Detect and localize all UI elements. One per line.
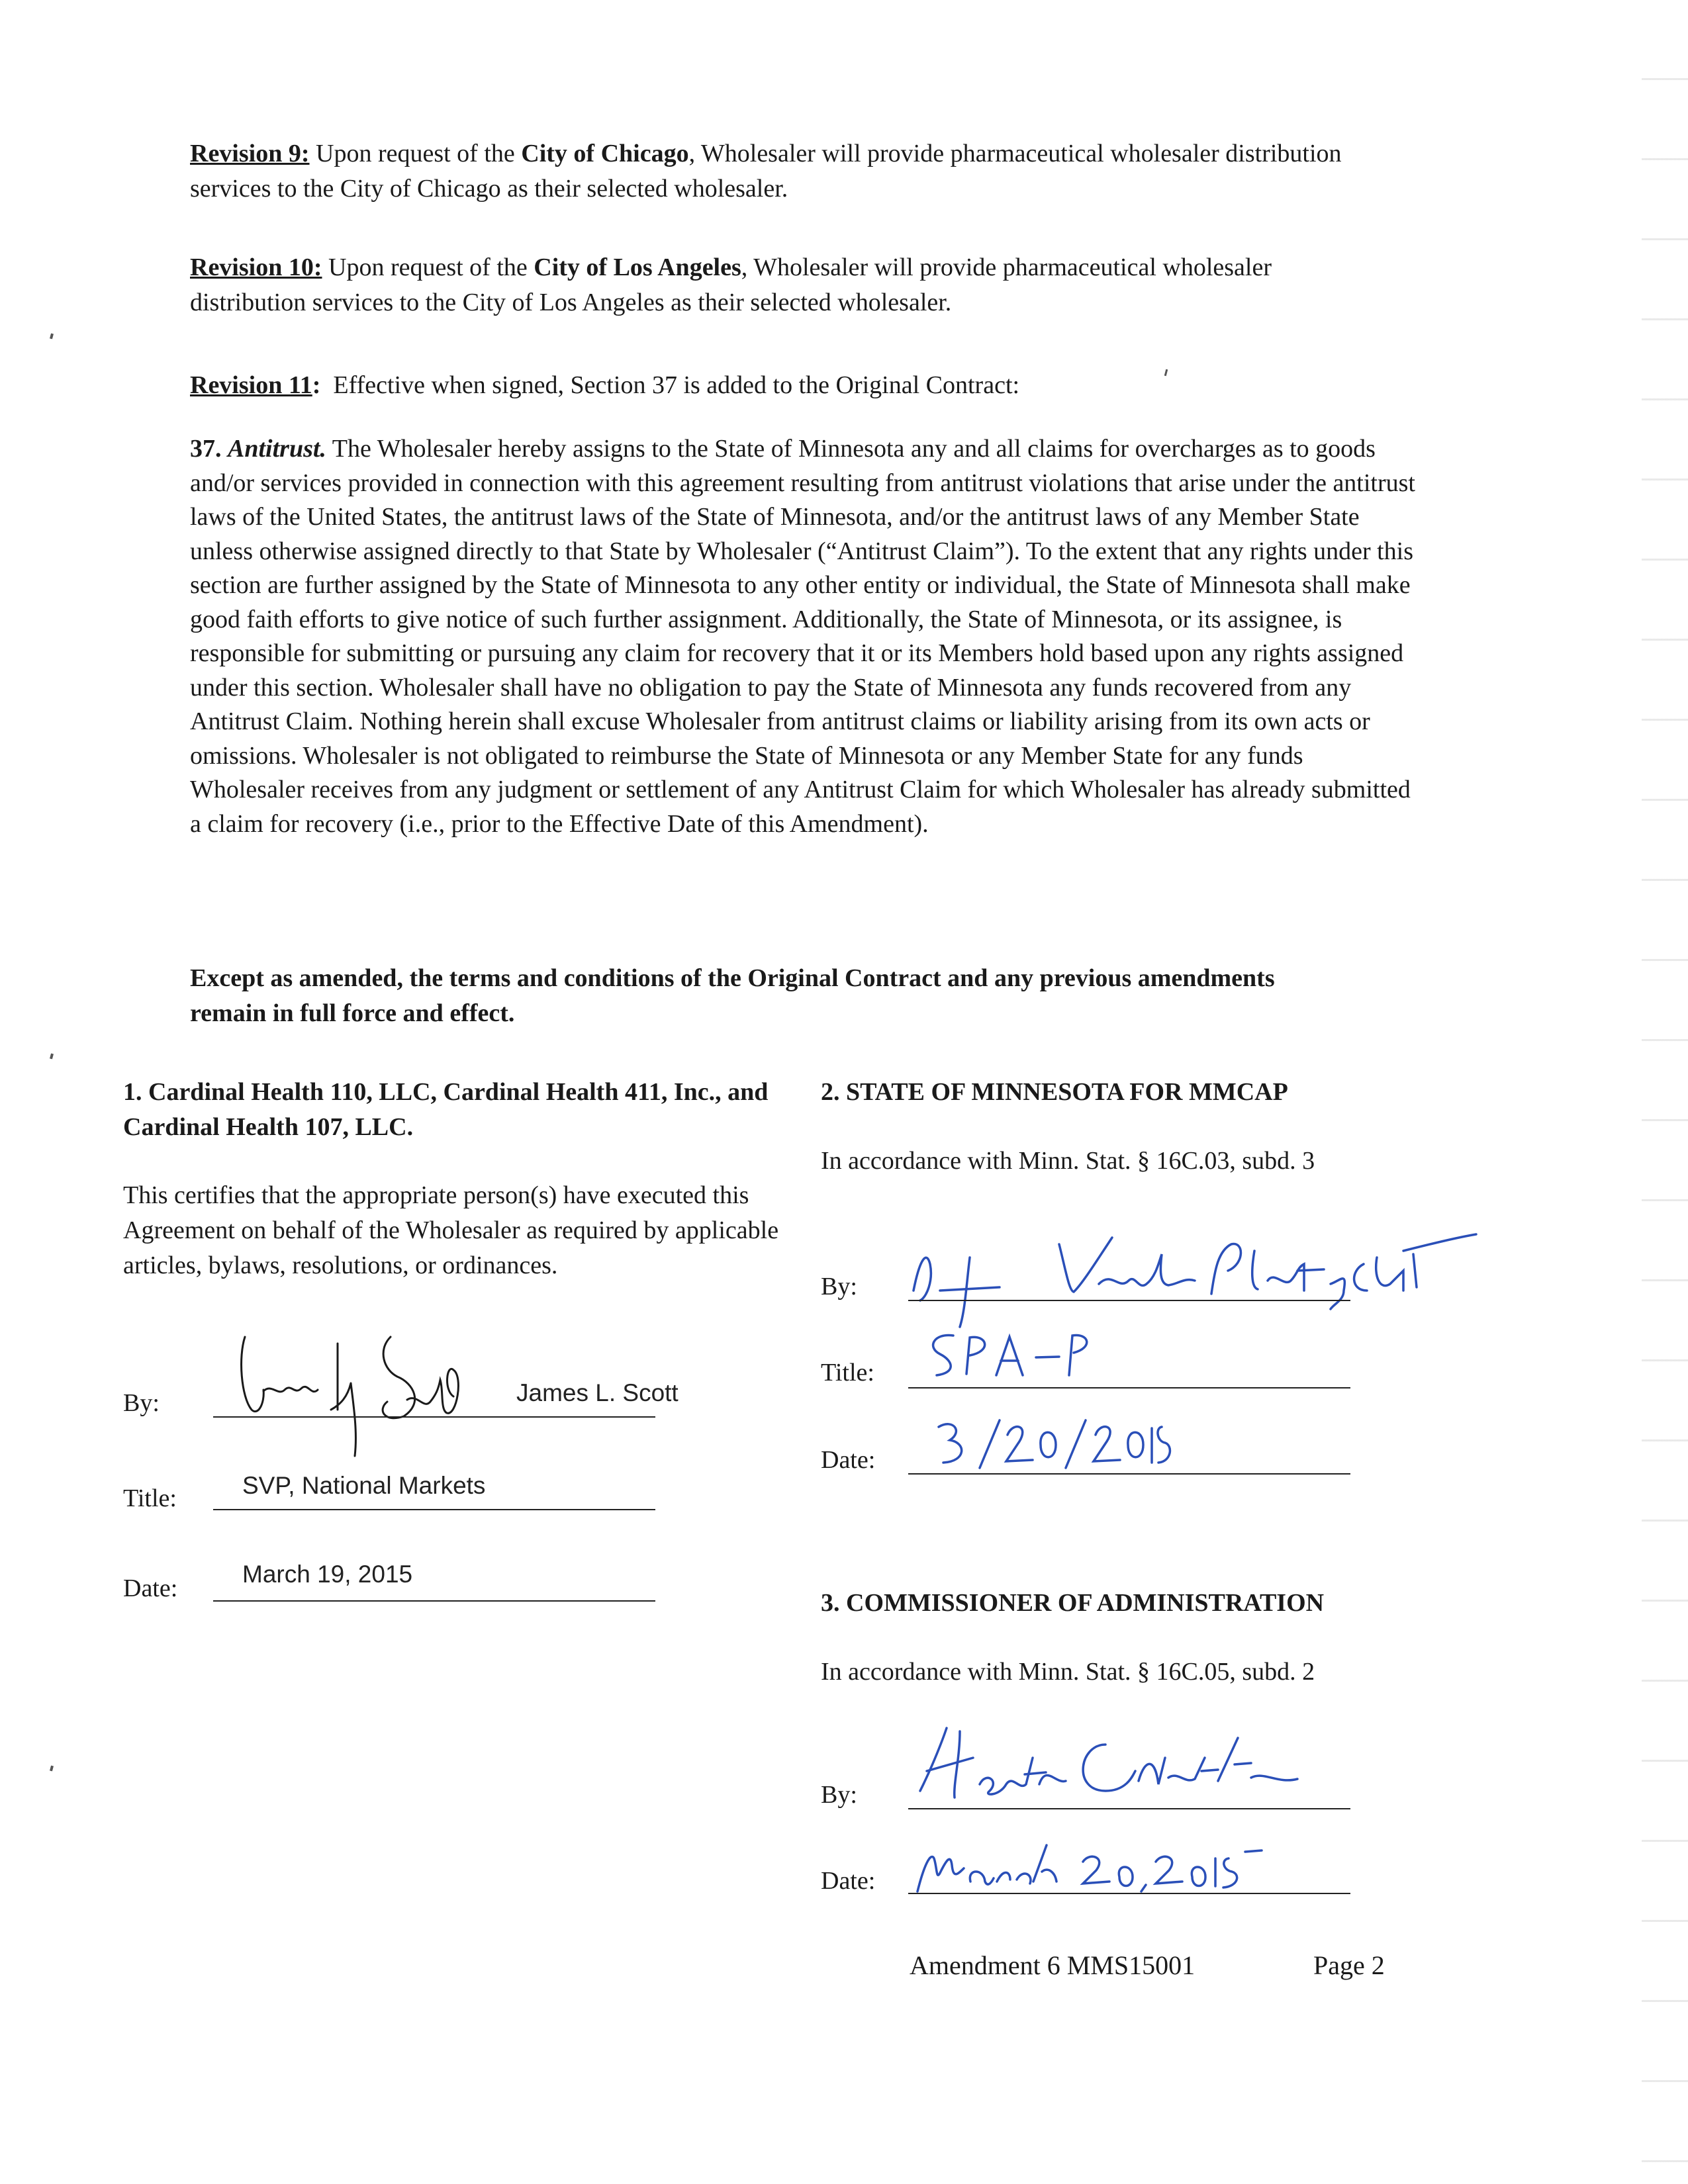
party-3-by-label: By:: [821, 1781, 857, 1809]
revision-9-label: Revision 9:: [190, 140, 310, 167]
party-3-date-line: [908, 1893, 1350, 1894]
party-2-statute: In accordance with Minn. Stat. § 16C.03, subd. 3: [821, 1147, 1315, 1175]
party-1-certification: This certifies that the appropriate person(s) have executed this Agreement on behalf of the Wholesaler as required by applicable articles, bylaws, resolutions, or ordinances.: [123, 1181, 779, 1279]
party-3-date-label: Date:: [821, 1867, 876, 1895]
party-2-heading: 2. STATE OF MINNESOTA FOR MMCAP: [821, 1078, 1288, 1106]
revision-9-text-post: , Wholesaler will provide pharmaceutical wholesaler distribution services to the City of Chicago as their selected wholesaler.: [190, 140, 1342, 203]
party-1-title-line: [213, 1509, 655, 1510]
party-1-heading: 1. Cardinal Health 110, LLC, Cardinal Health 411, Inc., and Cardinal Health 107, LLC.: [123, 1078, 769, 1141]
revision-11-paragraph: [190, 368, 1421, 403]
scan-speck: [50, 1054, 54, 1060]
scan-edge-artifact: [1642, 0, 1688, 2184]
party-1-signer-name: James L. Scott: [516, 1379, 679, 1406]
party-1-signature: [225, 1317, 503, 1456]
scan-speck: [50, 334, 54, 340]
party-2-signature: [900, 1218, 1496, 1330]
party-2-date-line: [908, 1473, 1350, 1475]
revision-9-entity: City of Chicago: [521, 140, 689, 167]
party-3-by-line: [908, 1808, 1350, 1809]
party-1-date-line: [213, 1600, 655, 1602]
closing-statement: Except as amended, the terms and conditions of the Original Contract and any previous amendments remain in full force and effect.: [190, 964, 1275, 1027]
party-1-by-line: [213, 1416, 655, 1418]
party-2-by-line: [908, 1300, 1350, 1301]
party-1-date-label: Date:: [123, 1574, 178, 1602]
party-3-handwritten-date: [911, 1832, 1282, 1898]
party-3-heading: 3. COMMISSIONER OF ADMINISTRATION: [821, 1589, 1325, 1617]
party-2-title-label: Title:: [821, 1359, 874, 1387]
party-1-title-label: Title:: [123, 1484, 177, 1512]
revision-9-paragraph: [190, 136, 1421, 206]
section-37-paragraph: [190, 432, 1421, 841]
party-3-statute: In accordance with Minn. Stat. § 16C.05, subd. 2: [821, 1658, 1315, 1686]
section-37-title: Antitrust.: [228, 435, 326, 463]
footer-document-id: Amendment 6 MMS15001: [910, 1950, 1196, 1980]
section-37-text: The Wholesaler hereby assigns to the State of Minnesota any and all claims for overcharges as to goods and/or services provided in connection with this agreement resulting from antitrust violations that arise under the antitrust laws of the United States, the antitrust laws of the State of Minnesota, and/or the antitrust laws of any Member State unless otherwise assigned directly to that State by Wholesaler (“Antitrust Claim”). To the extent that any rights under this section are further assigned by the State of Minnesota to any other entity or individual, the State of Minnesota shall make good faith efforts to give notice of such further assignment. Additionally, the State of Minnesota, or its assignee, is responsible for submitting or pursuing any claim for recovery that it or its Members hold based upon any rights assigned under this section. Wholesaler shall have no obligation to pay the State of Minnesota any funds recovered from any Antitrust Claim. Nothing herein shall excuse Wholesaler from antitrust claims or liability arising from its own acts or omissions. Wholesaler is not obligated to reimburse the State of Minnesota or any Member State for any funds Wholesaler receives from any judgment or settlement of any Antitrust Claim for which Wholesaler has already submitted a claim for recovery (i.e., prior to the Effective Date of this Amendment).: [190, 435, 1415, 838]
party-1-date-value: March 19, 2015: [242, 1561, 413, 1588]
footer-page-number: Page 2: [1313, 1950, 1385, 1980]
party-1-title-value: SVP, National Markets: [242, 1472, 486, 1499]
party-2-handwritten-title: [920, 1328, 1092, 1387]
section-37-number: 37.: [190, 435, 222, 463]
revision-11-colon: :: [312, 371, 321, 399]
revision-10-paragraph: [190, 250, 1315, 320]
party-2-handwritten-date: [933, 1415, 1172, 1475]
revision-9-text-pre: Upon request of the: [309, 140, 522, 167]
revision-10-entity: City of Los Angeles: [534, 253, 741, 281]
party-3-signature: [907, 1718, 1331, 1811]
party-2-date-label: Date:: [821, 1446, 876, 1474]
party-1-by-label: By:: [123, 1389, 160, 1417]
party-2-by-label: By:: [821, 1273, 857, 1300]
scan-speck: [50, 1766, 54, 1772]
revision-11-label: Revision 11: [190, 371, 312, 399]
revision-10-text-post: , Wholesaler will provide pharmaceutical wholesaler distribution services to the City of Los Angeles as their selected wholesaler.: [190, 253, 1272, 316]
revision-10-label: Revision 10:: [190, 253, 322, 281]
revision-11-text: Effective when signed, Section 37 is added to the Original Contract:: [320, 371, 1020, 399]
revision-10-text-pre: Upon request of the: [322, 253, 534, 281]
party-2-title-line: [908, 1387, 1350, 1388]
